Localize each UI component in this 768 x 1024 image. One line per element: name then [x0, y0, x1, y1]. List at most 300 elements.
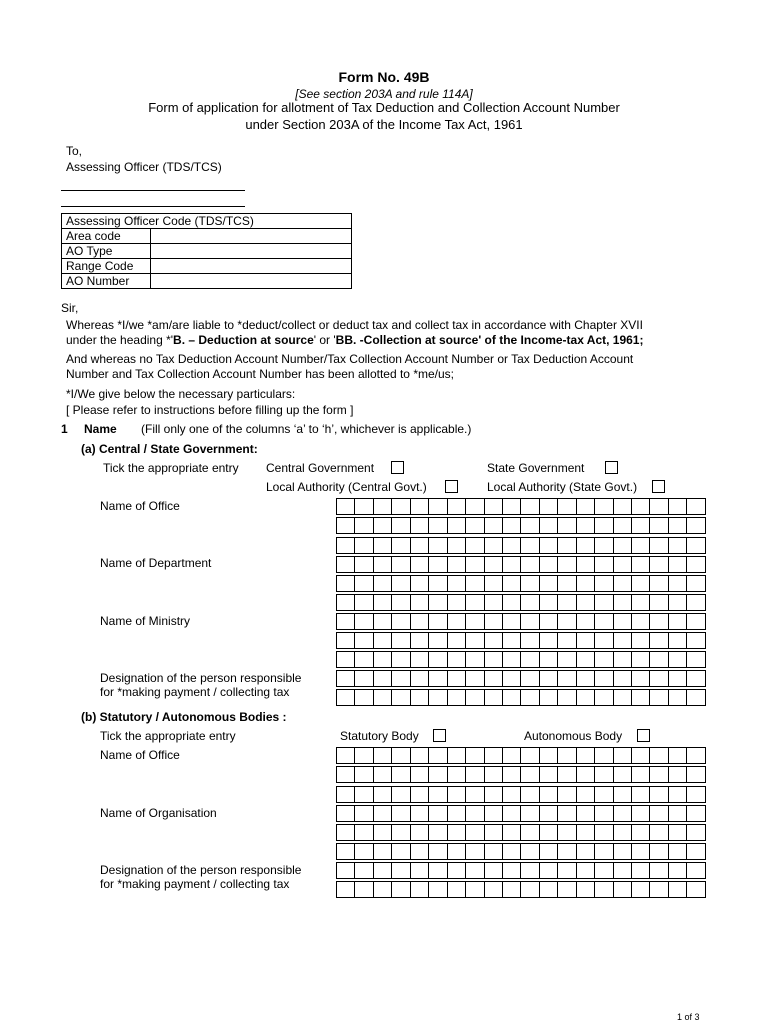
char-box[interactable]: [374, 766, 392, 783]
char-box[interactable]: [614, 517, 632, 534]
char-box[interactable]: [337, 689, 355, 706]
char-box[interactable]: [650, 537, 668, 554]
char-box[interactable]: [337, 766, 355, 783]
char-box[interactable]: [503, 556, 521, 573]
char-box[interactable]: [521, 537, 539, 554]
char-box[interactable]: [687, 824, 705, 841]
char-box[interactable]: [485, 862, 503, 879]
char-box[interactable]: [337, 824, 355, 841]
char-box[interactable]: [466, 556, 484, 573]
char-box[interactable]: [411, 670, 429, 687]
char-box[interactable]: [632, 594, 650, 611]
char-box[interactable]: [558, 881, 576, 898]
char-box[interactable]: [448, 537, 466, 554]
char-box[interactable]: [392, 651, 410, 668]
statutory-body-checkbox[interactable]: [433, 729, 446, 742]
char-box[interactable]: [485, 517, 503, 534]
char-box[interactable]: [669, 498, 687, 515]
char-box[interactable]: [485, 805, 503, 822]
char-box[interactable]: [411, 632, 429, 649]
char-box[interactable]: [577, 689, 595, 706]
char-box[interactable]: [485, 537, 503, 554]
char-box[interactable]: [669, 537, 687, 554]
ao-number-field[interactable]: [151, 274, 352, 289]
char-box[interactable]: [411, 843, 429, 860]
char-box[interactable]: [521, 575, 539, 592]
char-box[interactable]: [595, 881, 613, 898]
char-box[interactable]: [521, 747, 539, 764]
char-box[interactable]: [337, 556, 355, 573]
char-box[interactable]: [411, 824, 429, 841]
char-box[interactable]: [429, 498, 447, 515]
char-box[interactable]: [521, 786, 539, 803]
char-box[interactable]: [392, 805, 410, 822]
char-box[interactable]: [687, 632, 705, 649]
char-box[interactable]: [577, 670, 595, 687]
char-box[interactable]: [558, 613, 576, 630]
char-box[interactable]: [558, 632, 576, 649]
char-box[interactable]: [429, 824, 447, 841]
address-line-1[interactable]: [61, 190, 245, 191]
char-box[interactable]: [466, 632, 484, 649]
char-box[interactable]: [595, 766, 613, 783]
char-box[interactable]: [503, 594, 521, 611]
char-box[interactable]: [411, 805, 429, 822]
char-box[interactable]: [337, 498, 355, 515]
char-box[interactable]: [337, 632, 355, 649]
char-box[interactable]: [503, 805, 521, 822]
char-box[interactable]: [521, 881, 539, 898]
char-box[interactable]: [392, 537, 410, 554]
char-box[interactable]: [355, 843, 373, 860]
char-box[interactable]: [614, 537, 632, 554]
char-box[interactable]: [669, 747, 687, 764]
char-box[interactable]: [355, 805, 373, 822]
char-box[interactable]: [466, 689, 484, 706]
char-box[interactable]: [650, 594, 668, 611]
char-box[interactable]: [614, 747, 632, 764]
char-box[interactable]: [595, 594, 613, 611]
char-box[interactable]: [429, 689, 447, 706]
char-box[interactable]: [466, 651, 484, 668]
char-box[interactable]: [337, 575, 355, 592]
char-box[interactable]: [558, 805, 576, 822]
char-box[interactable]: [595, 862, 613, 879]
char-box[interactable]: [687, 670, 705, 687]
char-box[interactable]: [595, 843, 613, 860]
char-box[interactable]: [614, 881, 632, 898]
char-box[interactable]: [392, 632, 410, 649]
char-box[interactable]: [355, 862, 373, 879]
char-box[interactable]: [485, 632, 503, 649]
char-box[interactable]: [540, 747, 558, 764]
char-box[interactable]: [503, 517, 521, 534]
char-box[interactable]: [337, 594, 355, 611]
char-box[interactable]: [448, 881, 466, 898]
char-box[interactable]: [448, 498, 466, 515]
char-box[interactable]: [392, 613, 410, 630]
char-box[interactable]: [355, 556, 373, 573]
char-box[interactable]: [632, 632, 650, 649]
char-box[interactable]: [503, 537, 521, 554]
char-box[interactable]: [429, 537, 447, 554]
char-box[interactable]: [503, 670, 521, 687]
char-box[interactable]: [558, 766, 576, 783]
char-box[interactable]: [503, 575, 521, 592]
char-box[interactable]: [669, 786, 687, 803]
char-box[interactable]: [392, 881, 410, 898]
char-box[interactable]: [355, 498, 373, 515]
char-box-row[interactable]: [336, 843, 706, 860]
char-box[interactable]: [392, 556, 410, 573]
char-box[interactable]: [687, 689, 705, 706]
char-box[interactable]: [429, 670, 447, 687]
char-box[interactable]: [374, 498, 392, 515]
char-box[interactable]: [448, 651, 466, 668]
char-box[interactable]: [650, 632, 668, 649]
char-box[interactable]: [632, 843, 650, 860]
char-box[interactable]: [374, 843, 392, 860]
char-box[interactable]: [374, 613, 392, 630]
char-box[interactable]: [669, 689, 687, 706]
char-box[interactable]: [337, 517, 355, 534]
char-box[interactable]: [614, 632, 632, 649]
char-box[interactable]: [540, 594, 558, 611]
char-box[interactable]: [669, 670, 687, 687]
char-box-row[interactable]: [336, 575, 706, 592]
char-box[interactable]: [411, 862, 429, 879]
char-box[interactable]: [632, 651, 650, 668]
char-box[interactable]: [650, 498, 668, 515]
char-box[interactable]: [540, 881, 558, 898]
char-box[interactable]: [669, 613, 687, 630]
char-box[interactable]: [392, 824, 410, 841]
char-box[interactable]: [614, 843, 632, 860]
char-box[interactable]: [577, 556, 595, 573]
char-box[interactable]: [577, 613, 595, 630]
char-box[interactable]: [632, 786, 650, 803]
char-box[interactable]: [521, 517, 539, 534]
address-line-2[interactable]: [61, 206, 245, 207]
char-box[interactable]: [355, 575, 373, 592]
char-box[interactable]: [429, 786, 447, 803]
char-box[interactable]: [337, 805, 355, 822]
char-box[interactable]: [669, 824, 687, 841]
char-box[interactable]: [503, 689, 521, 706]
char-box[interactable]: [558, 786, 576, 803]
char-box[interactable]: [355, 766, 373, 783]
char-box[interactable]: [558, 537, 576, 554]
char-box[interactable]: [503, 824, 521, 841]
char-box[interactable]: [485, 613, 503, 630]
char-box[interactable]: [595, 632, 613, 649]
char-box[interactable]: [632, 766, 650, 783]
char-box[interactable]: [355, 786, 373, 803]
char-box[interactable]: [392, 862, 410, 879]
char-box[interactable]: [687, 498, 705, 515]
char-box[interactable]: [632, 862, 650, 879]
char-box[interactable]: [485, 670, 503, 687]
char-box[interactable]: [650, 881, 668, 898]
char-box[interactable]: [485, 747, 503, 764]
char-box[interactable]: [411, 517, 429, 534]
char-box-row[interactable]: [336, 766, 706, 783]
char-box[interactable]: [540, 805, 558, 822]
char-box[interactable]: [595, 805, 613, 822]
char-box-row[interactable]: [336, 613, 706, 630]
range-code-field[interactable]: [151, 259, 352, 274]
char-box[interactable]: [374, 786, 392, 803]
char-box[interactable]: [355, 670, 373, 687]
char-box[interactable]: [687, 537, 705, 554]
char-box[interactable]: [577, 766, 595, 783]
char-box[interactable]: [485, 689, 503, 706]
char-box[interactable]: [485, 843, 503, 860]
char-box[interactable]: [485, 575, 503, 592]
char-box[interactable]: [448, 613, 466, 630]
char-box[interactable]: [632, 824, 650, 841]
char-box-row[interactable]: [336, 881, 706, 898]
char-box[interactable]: [466, 613, 484, 630]
char-box[interactable]: [466, 805, 484, 822]
char-box[interactable]: [429, 632, 447, 649]
char-box[interactable]: [448, 747, 466, 764]
char-box[interactable]: [687, 786, 705, 803]
central-government-checkbox[interactable]: [391, 461, 404, 474]
char-box[interactable]: [485, 824, 503, 841]
char-box[interactable]: [540, 651, 558, 668]
char-box[interactable]: [540, 613, 558, 630]
char-box[interactable]: [540, 575, 558, 592]
char-box[interactable]: [614, 556, 632, 573]
char-box[interactable]: [669, 766, 687, 783]
char-box[interactable]: [540, 786, 558, 803]
char-box[interactable]: [337, 613, 355, 630]
char-box[interactable]: [374, 556, 392, 573]
char-box[interactable]: [337, 881, 355, 898]
char-box[interactable]: [521, 766, 539, 783]
char-box[interactable]: [595, 517, 613, 534]
char-box[interactable]: [374, 689, 392, 706]
char-box[interactable]: [558, 843, 576, 860]
char-box-row[interactable]: [336, 689, 706, 706]
char-box[interactable]: [687, 805, 705, 822]
char-box[interactable]: [466, 537, 484, 554]
char-box[interactable]: [429, 517, 447, 534]
char-box[interactable]: [577, 824, 595, 841]
char-box[interactable]: [466, 747, 484, 764]
char-box[interactable]: [632, 805, 650, 822]
char-box[interactable]: [374, 632, 392, 649]
char-box[interactable]: [632, 670, 650, 687]
char-box[interactable]: [632, 689, 650, 706]
char-box[interactable]: [429, 843, 447, 860]
char-box[interactable]: [411, 594, 429, 611]
char-box[interactable]: [558, 824, 576, 841]
char-box[interactable]: [521, 670, 539, 687]
char-box[interactable]: [614, 670, 632, 687]
char-box[interactable]: [466, 766, 484, 783]
char-box[interactable]: [466, 594, 484, 611]
local-authority-central-checkbox[interactable]: [445, 480, 458, 493]
char-box[interactable]: [355, 651, 373, 668]
char-box[interactable]: [466, 517, 484, 534]
char-box[interactable]: [392, 670, 410, 687]
char-box[interactable]: [411, 575, 429, 592]
char-box[interactable]: [448, 786, 466, 803]
char-box[interactable]: [355, 517, 373, 534]
char-box[interactable]: [448, 689, 466, 706]
local-authority-state-checkbox[interactable]: [652, 480, 665, 493]
char-box-row[interactable]: [336, 498, 706, 515]
char-box[interactable]: [521, 632, 539, 649]
char-box[interactable]: [503, 843, 521, 860]
char-box[interactable]: [687, 843, 705, 860]
char-box[interactable]: [521, 824, 539, 841]
char-box[interactable]: [577, 862, 595, 879]
char-box[interactable]: [687, 556, 705, 573]
char-box[interactable]: [411, 556, 429, 573]
char-box[interactable]: [687, 613, 705, 630]
char-box[interactable]: [374, 824, 392, 841]
char-box[interactable]: [337, 537, 355, 554]
char-box[interactable]: [614, 805, 632, 822]
char-box[interactable]: [411, 613, 429, 630]
char-box[interactable]: [595, 651, 613, 668]
char-box[interactable]: [669, 517, 687, 534]
char-box[interactable]: [355, 824, 373, 841]
char-box[interactable]: [503, 881, 521, 898]
char-box[interactable]: [337, 747, 355, 764]
char-box[interactable]: [669, 651, 687, 668]
char-box[interactable]: [374, 747, 392, 764]
char-box[interactable]: [411, 747, 429, 764]
char-box-row[interactable]: [336, 805, 706, 822]
char-box[interactable]: [650, 517, 668, 534]
char-box[interactable]: [411, 689, 429, 706]
char-box[interactable]: [392, 575, 410, 592]
char-box[interactable]: [614, 786, 632, 803]
char-box[interactable]: [374, 670, 392, 687]
char-box[interactable]: [374, 805, 392, 822]
char-box[interactable]: [687, 862, 705, 879]
char-box[interactable]: [614, 824, 632, 841]
char-box[interactable]: [374, 594, 392, 611]
char-box[interactable]: [392, 517, 410, 534]
char-box[interactable]: [411, 651, 429, 668]
char-box-row[interactable]: [336, 747, 706, 764]
char-box[interactable]: [558, 747, 576, 764]
char-box[interactable]: [540, 556, 558, 573]
char-box[interactable]: [448, 517, 466, 534]
char-box[interactable]: [577, 843, 595, 860]
char-box[interactable]: [650, 651, 668, 668]
char-box[interactable]: [485, 786, 503, 803]
char-box-row[interactable]: [336, 651, 706, 668]
char-box[interactable]: [392, 843, 410, 860]
char-box[interactable]: [355, 689, 373, 706]
char-box[interactable]: [337, 843, 355, 860]
char-box[interactable]: [429, 556, 447, 573]
char-box[interactable]: [614, 689, 632, 706]
char-box[interactable]: [429, 766, 447, 783]
char-box[interactable]: [521, 498, 539, 515]
char-box[interactable]: [595, 824, 613, 841]
char-box[interactable]: [392, 498, 410, 515]
char-box-row[interactable]: [336, 670, 706, 687]
char-box[interactable]: [448, 632, 466, 649]
char-box[interactable]: [448, 556, 466, 573]
char-box[interactable]: [392, 766, 410, 783]
char-box[interactable]: [540, 670, 558, 687]
char-box[interactable]: [355, 881, 373, 898]
char-box[interactable]: [392, 786, 410, 803]
char-box[interactable]: [392, 594, 410, 611]
char-box-row[interactable]: [336, 537, 706, 554]
char-box[interactable]: [503, 613, 521, 630]
char-box[interactable]: [595, 575, 613, 592]
char-box[interactable]: [650, 766, 668, 783]
area-code-field[interactable]: [151, 229, 352, 244]
char-box[interactable]: [448, 805, 466, 822]
char-box[interactable]: [614, 862, 632, 879]
char-box[interactable]: [595, 689, 613, 706]
char-box[interactable]: [429, 747, 447, 764]
char-box[interactable]: [374, 517, 392, 534]
char-box[interactable]: [687, 651, 705, 668]
char-box[interactable]: [650, 613, 668, 630]
char-box[interactable]: [595, 613, 613, 630]
char-box[interactable]: [540, 824, 558, 841]
char-box[interactable]: [355, 594, 373, 611]
char-box[interactable]: [355, 747, 373, 764]
char-box[interactable]: [411, 881, 429, 898]
char-box[interactable]: [540, 689, 558, 706]
char-box[interactable]: [466, 670, 484, 687]
char-box[interactable]: [669, 556, 687, 573]
char-box[interactable]: [374, 862, 392, 879]
char-box[interactable]: [337, 651, 355, 668]
char-box[interactable]: [650, 689, 668, 706]
char-box[interactable]: [485, 766, 503, 783]
char-box[interactable]: [669, 594, 687, 611]
char-box[interactable]: [687, 594, 705, 611]
char-box[interactable]: [503, 747, 521, 764]
char-box[interactable]: [540, 632, 558, 649]
char-box[interactable]: [577, 575, 595, 592]
char-box[interactable]: [577, 881, 595, 898]
char-box[interactable]: [503, 498, 521, 515]
char-box[interactable]: [650, 670, 668, 687]
char-box[interactable]: [485, 594, 503, 611]
char-box[interactable]: [669, 843, 687, 860]
char-box[interactable]: [448, 824, 466, 841]
char-box[interactable]: [650, 824, 668, 841]
char-box[interactable]: [429, 862, 447, 879]
char-box[interactable]: [411, 537, 429, 554]
char-box[interactable]: [429, 651, 447, 668]
char-box[interactable]: [411, 498, 429, 515]
char-box[interactable]: [669, 632, 687, 649]
char-box[interactable]: [466, 786, 484, 803]
char-box[interactable]: [577, 632, 595, 649]
char-box[interactable]: [337, 862, 355, 879]
char-box[interactable]: [521, 594, 539, 611]
char-box[interactable]: [687, 575, 705, 592]
char-box-row[interactable]: [336, 556, 706, 573]
char-box[interactable]: [687, 747, 705, 764]
char-box[interactable]: [411, 786, 429, 803]
